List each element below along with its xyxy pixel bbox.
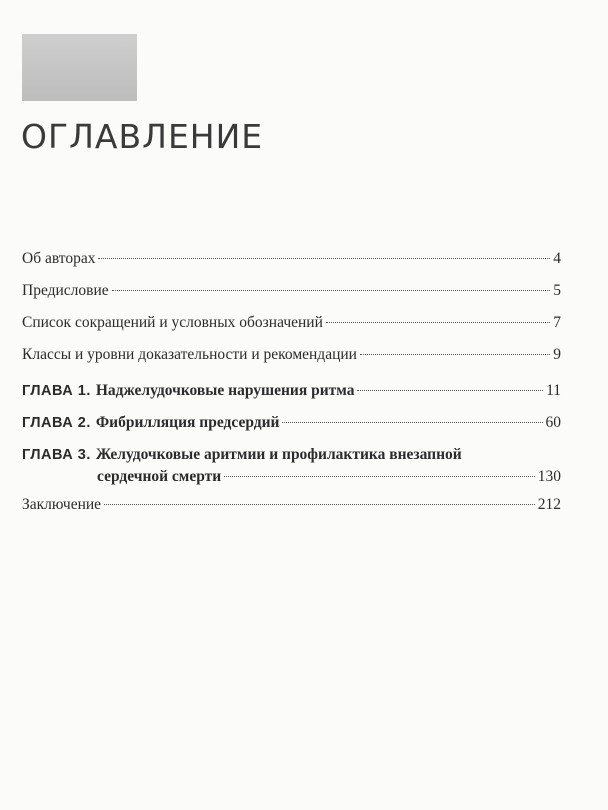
dot-leader (282, 422, 542, 423)
dot-leader (104, 504, 535, 505)
toc-page-number: 7 (553, 314, 561, 331)
toc-chapter-3[interactable] (22, 446, 561, 486)
toc-entry-label: Предисловие (22, 282, 109, 299)
dot-leader (326, 322, 550, 323)
chapter-label: ГЛАВА 2. (22, 415, 91, 431)
toc-entry-label: Заключение (22, 496, 102, 513)
dot-leader (112, 290, 551, 291)
toc-entry-conclusion[interactable] (22, 496, 561, 514)
toc-entry-abbreviations[interactable] (22, 314, 561, 332)
dot-leader (357, 390, 543, 391)
toc-chapter-2[interactable] (22, 414, 561, 432)
page-title: ОГЛАВЛЕНИЕ (21, 117, 264, 156)
toc-page-number: 212 (537, 496, 561, 513)
toc-entry-about-authors[interactable] (22, 250, 561, 268)
toc-page-number: 130 (537, 468, 561, 485)
toc-chapter-1[interactable] (22, 382, 561, 400)
decorative-gray-block (22, 34, 137, 101)
dot-leader (360, 354, 550, 355)
toc-entry-label: Об авторах (22, 250, 96, 267)
toc-entry-evidence-classes[interactable] (22, 346, 561, 364)
toc-page-number: 9 (553, 346, 561, 363)
dot-leader (224, 476, 535, 477)
toc-entry-label: Классы и уровни доказательности и рекомендации (22, 346, 357, 363)
toc-page-number: 4 (553, 250, 561, 267)
toc-entry-label: Список сокращений и условных обозначений (22, 314, 323, 331)
chapter-title-continuation: сердечной смерти (97, 468, 222, 485)
toc-page-number: 60 (545, 414, 561, 431)
chapter-label: ГЛАВА 1. (22, 383, 91, 399)
toc-page-number: 11 (546, 382, 561, 399)
dot-leader (98, 258, 550, 259)
toc-entry-preface[interactable] (22, 282, 561, 300)
table-of-contents (22, 250, 561, 528)
chapter-title: Наджелудочковые нарушения ритма (95, 382, 355, 399)
toc-page-number: 5 (553, 282, 561, 299)
chapter-title: Фибрилляция предсердий (95, 414, 280, 431)
chapter-title: Желудочковые аритмии и профилактика внезапной (95, 446, 462, 463)
chapter-label: ГЛАВА 3. (22, 447, 91, 463)
